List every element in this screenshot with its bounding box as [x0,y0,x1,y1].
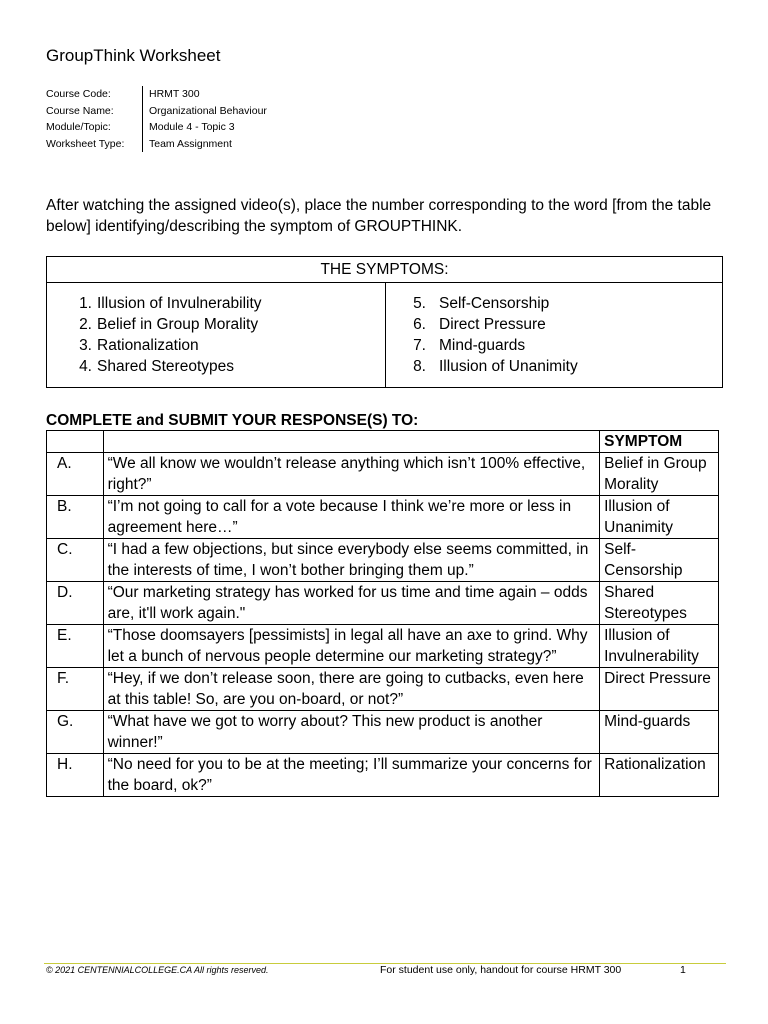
page-title: GroupThink Worksheet [46,46,221,65]
table-row [47,453,719,496]
responses-table [46,430,719,797]
row-quote: “Hey, if we don’t release soon, there are going to cutbacks, even here at this table! So, are you on-board, or not?” [103,668,600,711]
symptom-number: 4. [79,358,92,375]
meta-value: HRMT 300 [149,88,200,100]
course-meta [46,86,267,152]
table-row [47,754,719,797]
symptom-label: Self-Censorship [439,295,550,312]
row-quote: “We all know we wouldn’t release anything which isn’t 100% effective, right?” [103,453,600,496]
complete-heading: COMPLETE and SUBMIT YOUR RESPONSE(S) TO: [46,412,419,429]
symptom-item [386,293,722,314]
row-symptom[interactable]: Self-Censorship [600,539,719,582]
meta-value: Team Assignment [149,137,232,150]
row-quote: “Those doomsayers [pessimists] in legal all have an axe to grind. Why let a bunch of nervous people determine our marketing strategy?” [103,625,600,668]
row-quote: “I’m not going to call for a vote because I think we’re more or less in agreement here…” [103,496,600,539]
meta-label: Module/Topic: [46,119,143,136]
row-letter: E. [47,625,104,668]
symptom-item [47,314,385,335]
row-quote: “What have we got to worry about? This new product is another winner!” [103,711,600,754]
symptom-column-header: SYMPTOM [600,431,719,453]
symptoms-right-column [386,283,723,388]
symptom-label: Rationalization [97,337,199,354]
instructions: After watching the assigned video(s), place the number corresponding to the word [from the table below] identifying/describing the symptom of GROUPTHINK. [46,197,712,235]
symptom-item [47,335,385,356]
table-row [47,668,719,711]
symptom-number: 1. [79,295,92,312]
responses-header-row [47,431,719,453]
symptom-number: 3. [79,337,92,354]
row-letter: F. [47,668,104,711]
row-quote: “No need for you to be at the meeting; I’ll summarize your concerns for the board, ok?” [103,754,600,797]
footer-copyright: © 2021 CENTENNIALCOLLEGE.CA All rights reserved. [46,965,269,975]
row-symptom[interactable]: Shared Stereotypes [600,582,719,625]
meta-row [46,136,267,153]
row-symptom[interactable]: Rationalization [600,754,719,797]
table-row [47,496,719,539]
table-row [47,625,719,668]
meta-label: Worksheet Type: [46,136,143,153]
meta-value: Organizational Behaviour [149,104,267,117]
header-empty-cell [47,431,104,453]
symptoms-left-column [47,283,386,388]
symptom-item [386,356,722,377]
row-letter: G. [47,711,104,754]
symptom-label: Illusion of Unanimity [439,358,578,375]
row-symptom[interactable]: Mind-guards [600,711,719,754]
symptom-item [47,356,385,377]
row-letter: H. [47,754,104,797]
symptom-label: Belief in Group Morality [97,316,259,333]
page-number: 1 [680,964,686,976]
symptoms-table [46,256,723,388]
row-letter: C. [47,539,104,582]
row-letter: B. [47,496,104,539]
meta-label: Course Name: [46,103,143,120]
symptom-label: Illusion of Invulnerability [97,295,262,312]
table-row [47,711,719,754]
row-symptom[interactable]: Illusion of Invulnerability [600,625,719,668]
row-letter: A. [47,453,104,496]
meta-value: Module 4 - Topic 3 [149,121,235,133]
row-quote: “I had a few objections, but since everybody else seems committed, in the interests of time, I won’t bother bringing them up.” [103,539,600,582]
table-row [47,539,719,582]
row-symptom[interactable]: Direct Pressure [600,668,719,711]
symptom-number: 8. [413,358,426,375]
footer-note: For student use only, handout for course HRMT 300 [380,964,622,976]
meta-row [46,103,267,120]
symptom-item [47,293,385,314]
symptoms-header: THE SYMPTOMS: [47,257,723,283]
row-letter: D. [47,582,104,625]
symptom-label: Shared Stereotypes [97,358,235,375]
symptom-label: Direct Pressure [439,316,546,333]
symptom-number: 2. [79,316,92,333]
table-row [47,582,719,625]
meta-label: Course Code: [46,86,143,103]
row-symptom[interactable]: Illusion of Unanimity [600,496,719,539]
header-empty-cell [103,431,600,453]
symptom-number: 6. [413,316,426,333]
symptom-label: Mind-guards [439,337,526,354]
symptom-number: 5. [413,295,426,312]
symptom-number: 7. [413,337,426,354]
symptom-item [386,314,722,335]
symptom-item [386,335,722,356]
row-quote: “Our marketing strategy has worked for us time and time again – odds are, it'll work again." [103,582,600,625]
row-symptom[interactable]: Belief in Group Morality [600,453,719,496]
meta-row [46,119,267,136]
meta-row [46,86,267,103]
